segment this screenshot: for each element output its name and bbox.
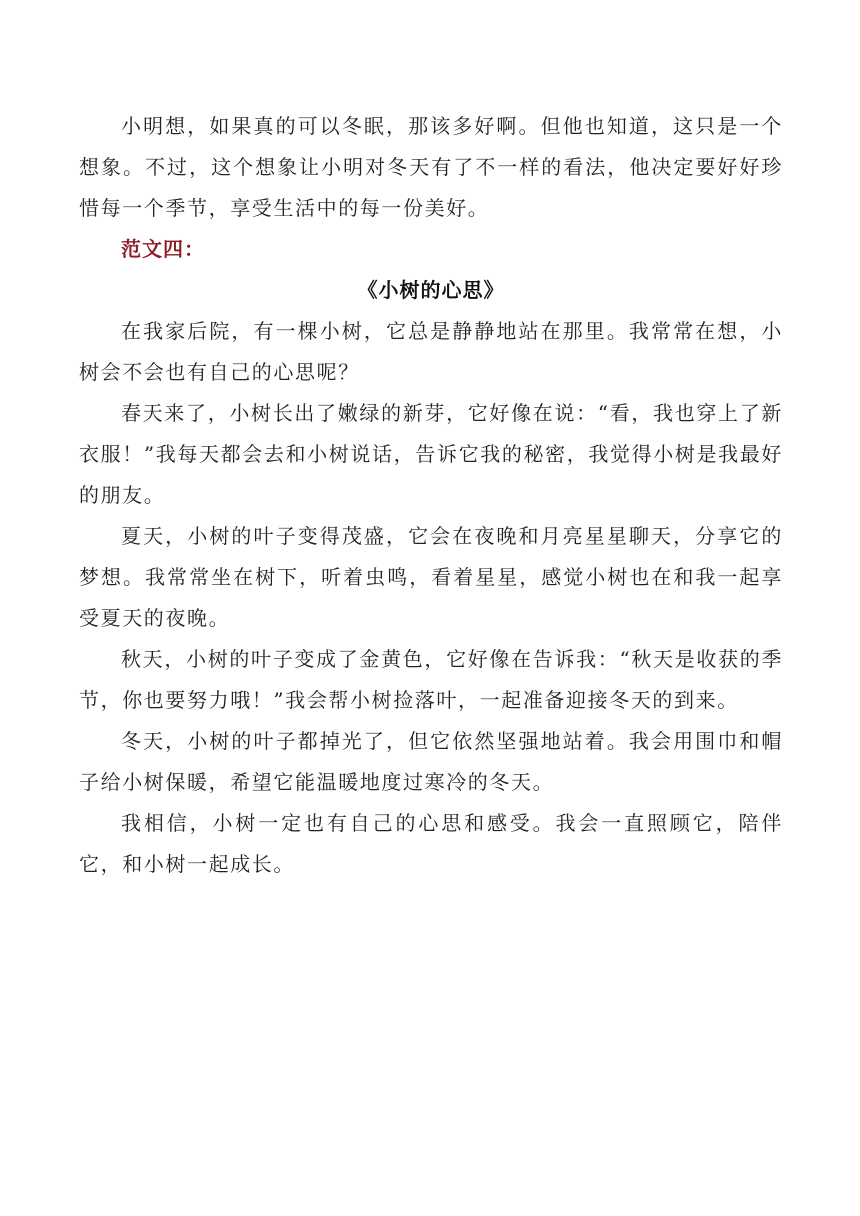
essay-paragraph-5: 冬天，小树的叶子都掉光了，但它依然坚强地站着。我会用围巾和帽子给小树保暖，希望它能温暖地度过寒冷的冬天。 <box>79 729 783 794</box>
essay-paragraph-4: 秋天，小树的叶子变成了金黄色，它好像在告诉我：“秋天是收获的季节，你也要努力哦！”我会帮小树捡落叶，一起准备迎接冬天的到来。 <box>79 647 783 712</box>
section-heading: 范文四： <box>121 237 205 261</box>
essay-paragraph-1: 在我家后院，有一棵小树，它总是静静地站在那里。我常常在想，小树会不会也有自己的心思呢？ <box>79 319 783 384</box>
document-body <box>79 106 783 885</box>
essay-paragraph-2: 春天来了，小树长出了嫩绿的新芽，它好像在说：“看，我也穿上了新衣服！”我每天都会去和小树说话，告诉它我的秘密，我觉得小树是我最好的朋友。 <box>79 401 783 507</box>
essay-title: 《小树的心思》 <box>357 278 505 302</box>
intro-paragraph: 小明想，如果真的可以冬眠，那该多好啊。但他也知道，这只是一个想象。不过，这个想象让小明对冬天有了不一样的看法，他决定要好好珍惜每一个季节，享受生活中的每一份美好。 <box>79 114 783 220</box>
essay-paragraph-6: 我相信，小树一定也有自己的心思和感受。我会一直照顾它，陪伴它，和小树一起成长。 <box>79 811 783 876</box>
essay-paragraph-3: 夏天，小树的叶子变得茂盛，它会在夜晚和月亮星星聊天，分享它的梦想。我常常坐在树下，听着虫鸣，看着星星，感觉小树也在和我一起享受夏天的夜晚。 <box>79 524 783 630</box>
